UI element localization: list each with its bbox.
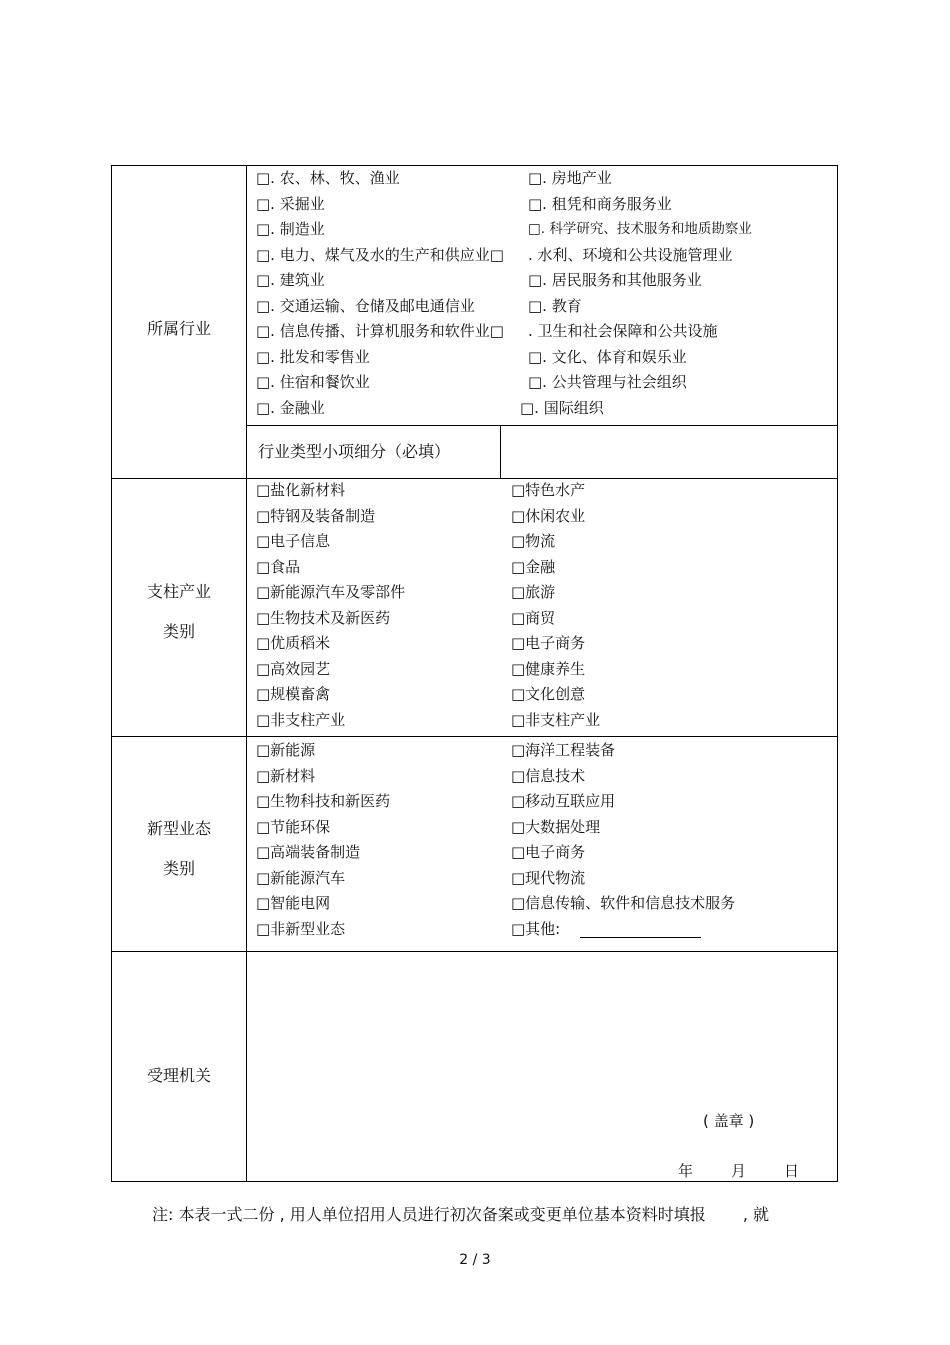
pillar-option[interactable]: □电子商务	[511, 634, 586, 652]
industry-option[interactable]: □. 居民服务和其他服务业	[528, 271, 702, 289]
industry-option[interactable]: □. 采掘业	[256, 194, 325, 213]
industry-option[interactable]: □. 国际组织	[520, 398, 604, 417]
industry-option[interactable]: □. 房地产业	[528, 169, 612, 187]
newtype-option-other[interactable]: □其他:	[511, 919, 561, 938]
newtype-option[interactable]: □移动互联应用	[511, 792, 616, 810]
newtype-option[interactable]: □信息技术	[511, 766, 586, 785]
industry-option[interactable]: □. 金融业	[256, 398, 325, 417]
industry-subtype-label: 行业类型小项细分（必填）	[258, 442, 451, 461]
newtype-option[interactable]: □生物科技和新医药	[256, 792, 391, 810]
pillar-option[interactable]: □新能源汽车及零部件	[256, 583, 406, 601]
industry-option[interactable]: □. 租凭和商务服务业	[528, 194, 672, 213]
industry-option[interactable]: . 卫生和社会保障和公共设施	[528, 322, 718, 340]
newtype-option[interactable]: □大数据处理	[511, 817, 601, 836]
table-border-top	[111, 165, 838, 166]
date-month: 月	[731, 1162, 747, 1180]
industry-option[interactable]: □. 文化、体育和娱乐业	[528, 347, 687, 366]
page-number: 2 / 3	[459, 1252, 491, 1268]
industry-label: 所属行业	[146, 319, 211, 338]
industry-option[interactable]: □. 建筑业	[256, 271, 325, 289]
pillar-option[interactable]: □物流	[511, 532, 556, 550]
industry-option[interactable]: □. 批发和零售业	[256, 347, 370, 366]
row-divider-pillar	[111, 478, 838, 479]
pillar-option[interactable]: □盐化新材料	[256, 481, 346, 499]
pillar-option[interactable]: □金融	[511, 557, 556, 576]
newtype-option[interactable]: □信息传输、软件和信息技术服务	[511, 894, 736, 912]
industry-option[interactable]: □. 科学研究、技术服务和地质勘察业	[528, 221, 752, 237]
pillar-option[interactable]: □生物技术及新医药	[256, 608, 391, 627]
pillar-option[interactable]: □非支柱产业	[256, 710, 346, 729]
pillar-option[interactable]: □非支柱产业	[511, 710, 601, 729]
row-divider-newtype	[111, 736, 838, 737]
pillar-option[interactable]: □特色水产	[511, 481, 586, 499]
pillar-option[interactable]: □休闲农业	[511, 506, 586, 525]
other-fill-line[interactable]	[580, 937, 701, 938]
pillar-option[interactable]: □电子信息	[256, 532, 331, 550]
pillar-option[interactable]: □规模畜禽	[256, 685, 331, 703]
newtype-option[interactable]: □现代物流	[511, 868, 586, 887]
industry-option[interactable]: □. 农、林、牧、渔业	[256, 169, 400, 187]
newtype-option[interactable]: □新能源汽车	[256, 868, 346, 887]
industry-option[interactable]: . 水利、环境和公共设施管理业	[528, 245, 733, 264]
newtype-label-line2: 类别	[162, 859, 195, 878]
date-day: 日	[784, 1162, 800, 1180]
pillar-label-line1: 支柱产业	[146, 582, 211, 601]
table-border-right	[837, 165, 838, 1182]
newtype-option[interactable]: □节能环保	[256, 817, 331, 836]
pillar-option[interactable]: □商贸	[511, 608, 556, 627]
footnote: 注: 本表一式二份 , 用人单位招用人员进行初次备案或变更单位基本资料时填报 , 就	[152, 1205, 769, 1224]
newtype-option[interactable]: □非新型业态	[256, 919, 346, 938]
newtype-option[interactable]: □电子商务	[511, 843, 586, 861]
newtype-option[interactable]: □海洋工程装备	[511, 741, 616, 759]
newtype-option[interactable]: □新材料	[256, 766, 316, 785]
pillar-option[interactable]: □优质稻米	[256, 634, 331, 652]
pillar-option[interactable]: □高效园艺	[256, 659, 331, 678]
industry-option[interactable]: □. 信息传播、计算机服务和软件业□	[256, 322, 504, 340]
industry-option[interactable]: □. 交通运输、仓储及邮电通信业	[256, 296, 475, 315]
pillar-option[interactable]: □食品	[256, 557, 301, 576]
row-divider-authority	[111, 951, 838, 952]
pillar-label-line2: 类别	[162, 622, 195, 641]
industry-option[interactable]: □. 制造业	[256, 220, 325, 238]
pillar-option[interactable]: □特钢及装备制造	[256, 506, 376, 525]
newtype-option[interactable]: □新能源	[256, 741, 316, 759]
newtype-label-line1: 新型业态	[146, 819, 211, 838]
table-label-divider	[246, 165, 247, 1182]
pillar-option[interactable]: □文化创意	[511, 685, 586, 703]
pillar-option[interactable]: □旅游	[511, 583, 556, 601]
industry-subtype-input[interactable]	[501, 426, 837, 478]
pillar-option[interactable]: □健康养生	[511, 659, 586, 678]
table-border-bottom	[111, 1181, 838, 1182]
newtype-option[interactable]: □智能电网	[256, 894, 331, 912]
date-year: 年	[678, 1162, 694, 1180]
industry-option[interactable]: □. 电力、煤气及水的生产和供应业□	[256, 245, 504, 264]
industry-option[interactable]: □. 住宿和餐饮业	[256, 373, 370, 391]
authority-label: 受理机关	[146, 1066, 211, 1085]
stamp-text: ( 盖章 )	[703, 1112, 755, 1130]
newtype-option[interactable]: □高端装备制造	[256, 843, 361, 861]
industry-option[interactable]: □. 公共管理与社会组织	[528, 373, 687, 391]
industry-option[interactable]: □. 教育	[528, 296, 582, 315]
